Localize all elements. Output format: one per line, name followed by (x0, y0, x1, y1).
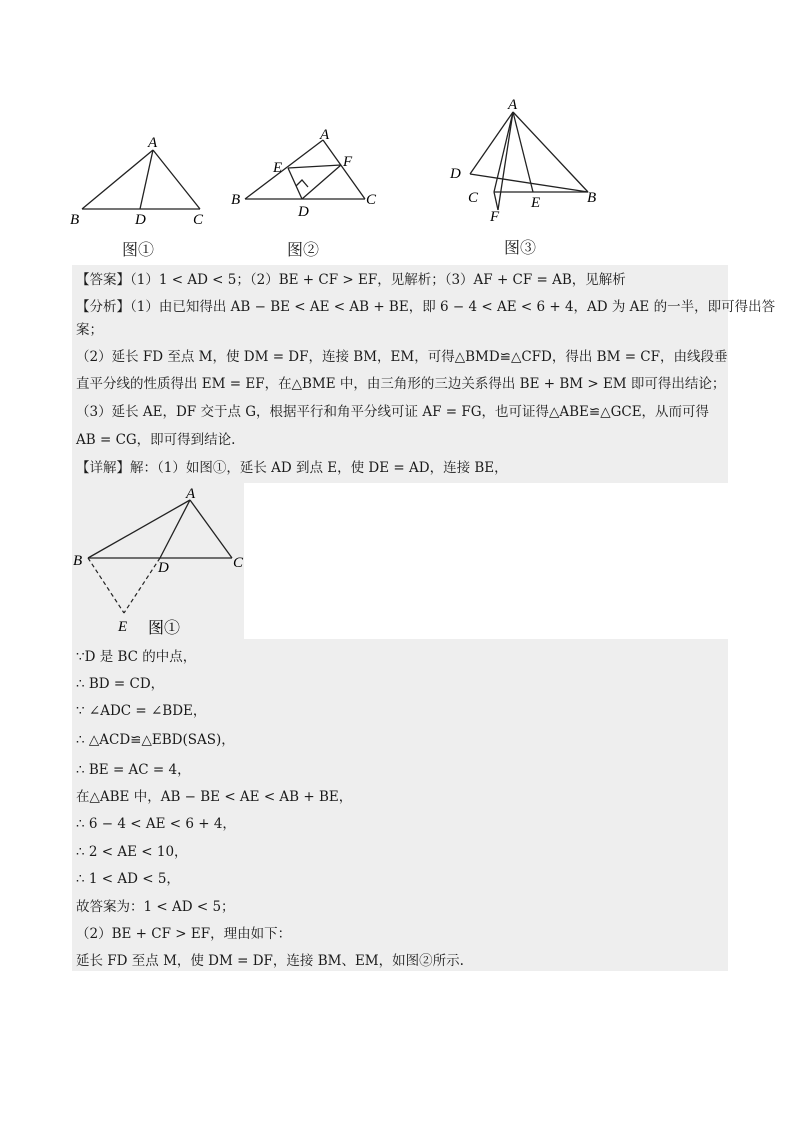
figure-3-caption: 图③ (504, 238, 537, 257)
figure-4-caption: 图① (148, 620, 181, 637)
analysis-line-2: 案； (76, 322, 103, 338)
figure-2 (225, 125, 385, 265)
proof-line: （2）BE + CF > EF，理由如下： (76, 926, 292, 942)
figure-2-caption: 图② (287, 240, 320, 259)
label-B: B (231, 192, 241, 208)
label-A: A (508, 97, 518, 113)
label-E: E (531, 195, 541, 211)
label-B: B (587, 190, 597, 206)
label-B: B (73, 553, 83, 569)
proof-line: 故答案为：1 < AD < 5； (76, 899, 235, 915)
label-A: A (186, 486, 196, 502)
answer-line: 【答案】（1）1 < AD < 5；（2）BE + CF > EF，见解析；（3）AF + CF = AB，见解析 (76, 272, 626, 288)
label-A: A (148, 135, 158, 151)
proof-line: ∴ 6 − 4 < AE < 6 + 4， (76, 816, 236, 832)
label-E: E (118, 619, 128, 635)
proof-line: ∵ ∠ADC = ∠BDE， (76, 703, 207, 719)
figure-3 (440, 90, 610, 260)
figure-1 (60, 125, 230, 265)
proof-line: ∴ △ACD≌△EBD(SAS)， (76, 732, 235, 748)
label-D: D (135, 212, 146, 228)
proof-line: ∴ 2 < AE < 10， (76, 844, 188, 860)
label-F: F (343, 154, 353, 170)
proof-line: ∴ BE = AC = 4， (76, 762, 191, 778)
analysis-line-4: 直平分线的性质得出 EM = EF，在△BME 中，由三角形的三边关系得出 BE + BM > EM 即可得出结论； (76, 376, 726, 392)
figure-2-diagram (225, 125, 385, 235)
label-F: F (490, 209, 500, 225)
analysis-line-5: （3）延长 AE，DF 交于点 G，根据平行和角平分线可证 AF = FG，也可证得△ABE≌△GCE，从而可得 (76, 404, 710, 420)
figure-1-caption: 图① (122, 240, 155, 259)
label-D: D (158, 560, 169, 576)
label-C: C (193, 212, 204, 228)
analysis-line-1: 【分析】（1）由已知得出 AB − BE < AE < AB + BE，即 6 − 4 < AE < 6 + 4，AD 为 AE 的一半，即可得出答 (76, 299, 776, 315)
proof-line: ∴ BD = CD， (76, 676, 165, 692)
detail-line-1: 【详解】解：（1）如图①，延长 AD 到点 E，使 DE = AD，连接 BE， (76, 460, 508, 476)
analysis-line-3: （2）延长 FD 至点 M，使 DM = DF，连接 BM，EM，可得△BMD≌△CFD，得出 BM = CF，由线段垂 (76, 349, 728, 365)
label-B: B (70, 212, 80, 228)
label-C: C (468, 190, 479, 206)
label-D: D (450, 166, 461, 182)
proof-line: ∴ 1 < AD < 5， (76, 871, 180, 887)
figure-4 (72, 483, 244, 639)
figure-4-diagram (72, 483, 244, 639)
proof-line: 延长 FD 至点 M，使 DM = DF，连接 BM、EM，如图②所示. (76, 953, 464, 969)
proof-line: 在△ABE 中，AB − BE < AE < AB + BE， (76, 789, 353, 805)
analysis-line-6: AB = CG，即可得到结论. (76, 432, 236, 448)
label-C: C (366, 192, 377, 208)
label-E: E (273, 160, 283, 176)
label-D: D (298, 204, 309, 220)
figure-3-diagram (440, 90, 610, 230)
label-A: A (320, 127, 330, 143)
figure-1-diagram (60, 125, 230, 235)
proof-line: ∵D 是 BC 的中点， (76, 649, 197, 665)
label-C: C (233, 555, 244, 571)
